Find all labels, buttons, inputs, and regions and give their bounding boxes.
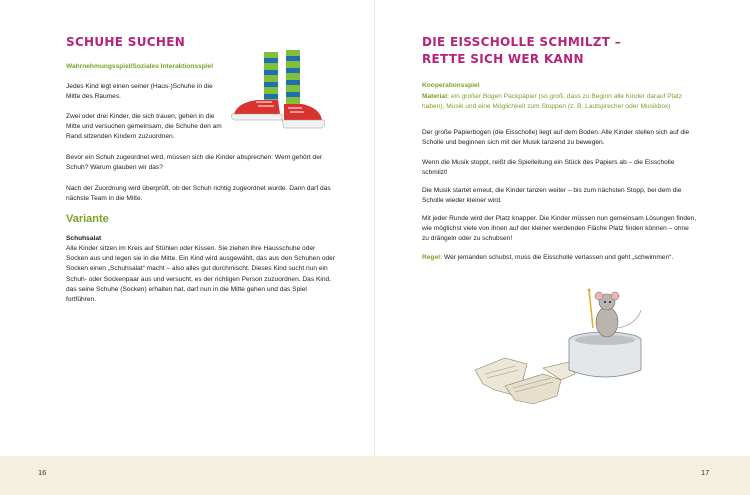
left-sneaker-icon bbox=[231, 100, 282, 120]
right-page-subtitle: Kooperationsspiel bbox=[422, 82, 480, 89]
left-page-title: SCHUHE SUCHEN bbox=[66, 35, 186, 49]
variant-title: Schuhsalat bbox=[66, 235, 102, 242]
right-title-line-2: RETTE SICH WER KANN bbox=[422, 52, 584, 66]
right-page bbox=[375, 0, 750, 495]
right-paragraph-3: Die Musik startet erneut, die Kinder tanzen weiter – bis zum nächsten Stopp, bei dem die Scholle wieder kleiner wird. bbox=[422, 187, 682, 205]
material-label: Material: bbox=[422, 93, 450, 100]
socks-sneakers-illustration bbox=[228, 44, 328, 139]
rule-label: Regel: bbox=[422, 254, 443, 261]
variant-heading: Variante bbox=[66, 213, 109, 225]
right-title-line-1: DIE EISSCHOLLE SCHMILZT – bbox=[422, 35, 622, 49]
left-paragraph-3: Bevor ein Schuh zugeordnet wird, müssen sich die Kinder absprechen: Wem gehört der Schuh? Warum glauben wir das? bbox=[66, 154, 323, 172]
page-number-left: 16 bbox=[38, 468, 47, 477]
right-paragraph-2: Wenn die Musik stoppt, reißt die Spielleitung ein Stück des Papiers ab – die Eisscholle schmilzt! bbox=[422, 159, 675, 177]
rule-text: Wer jemanden schubst, muss die Eisscholle verlassen und geht „schwimmen“. bbox=[442, 254, 674, 261]
page-number-right: 17 bbox=[701, 468, 710, 477]
right-paragraph-1: Der große Papierbogen (die Eisscholle) liegt auf dem Boden. Alle Kinder stellen sich auf die Scholle und beginnen sich mit der Musik tanzend zu bewegen. bbox=[422, 129, 690, 147]
rule-paragraph bbox=[422, 253, 697, 263]
pot-icon bbox=[569, 332, 641, 377]
left-paragraph-2: Zwei oder drei Kinder, die sich trauen, gehen in die Mitte und versuchen gemeinsam, die Schuhe den am Rand sitzenden Kindern zuzuordnen. bbox=[66, 113, 222, 141]
variant-text: Alle Kinder sitzen im Kreis auf Stühlen oder Kissen. Sie ziehen ihre Hausschuhe oder Socken aus und legen sie in die Mitte. Ein Kind wird ausgewählt, das aus den Schuhen oder Socken einen „Schuhsalat“ macht – also alles gut durchmischt. Dieses Kind sucht nun ein Schuh- oder Sockenpaar aus und versucht, es der richtigen Person zuzuordnen. Das Kind, das seine Schuhe (Socken) erhalten hat, darf nun in die Mitte gehen und das Spiel fortführen. bbox=[66, 245, 336, 304]
torn-paper-icon bbox=[475, 358, 575, 404]
footer-band bbox=[0, 456, 750, 495]
mouse-icon bbox=[588, 289, 642, 338]
left-page-subtitle: Wahrnehmungsspiel/Soziales Interaktionsspiel bbox=[66, 63, 214, 70]
right-sneaker-icon bbox=[282, 104, 325, 128]
material-paragraph bbox=[422, 92, 697, 112]
left-paragraph-4: Nach der Zuordnung wird überprüft, ob der Schuh richtig zugeordnet wurde. Dann darf das nächste Team in die Mitte. bbox=[66, 185, 331, 203]
left-paragraph-1: Jedes Kind legt einen seiner (Haus-)Schuhe in die Mitte des Raumes. bbox=[66, 83, 213, 101]
left-sock-icon bbox=[264, 52, 278, 102]
right-paragraph-4: Mit jeder Runde wird der Platz knapper. Die Kinder müssen nun gemeinsam Lösungen finden, wie möglichst viele von ihnen auf der kleiner werdenden Fläche Platz finden können – ohne zu drängeln oder zu schubsen! bbox=[422, 215, 697, 243]
right-sock-icon bbox=[286, 50, 300, 104]
mouse-pot-illustration bbox=[465, 288, 665, 408]
material-text: ein großer Bogen Packpapier (so groß, dass zu Beginn alle Kinder darauf Platz haben), Musik und eine Möglichkeit zum Stoppen (z. B. Lautsprecher oder Musikbox) bbox=[422, 93, 682, 111]
